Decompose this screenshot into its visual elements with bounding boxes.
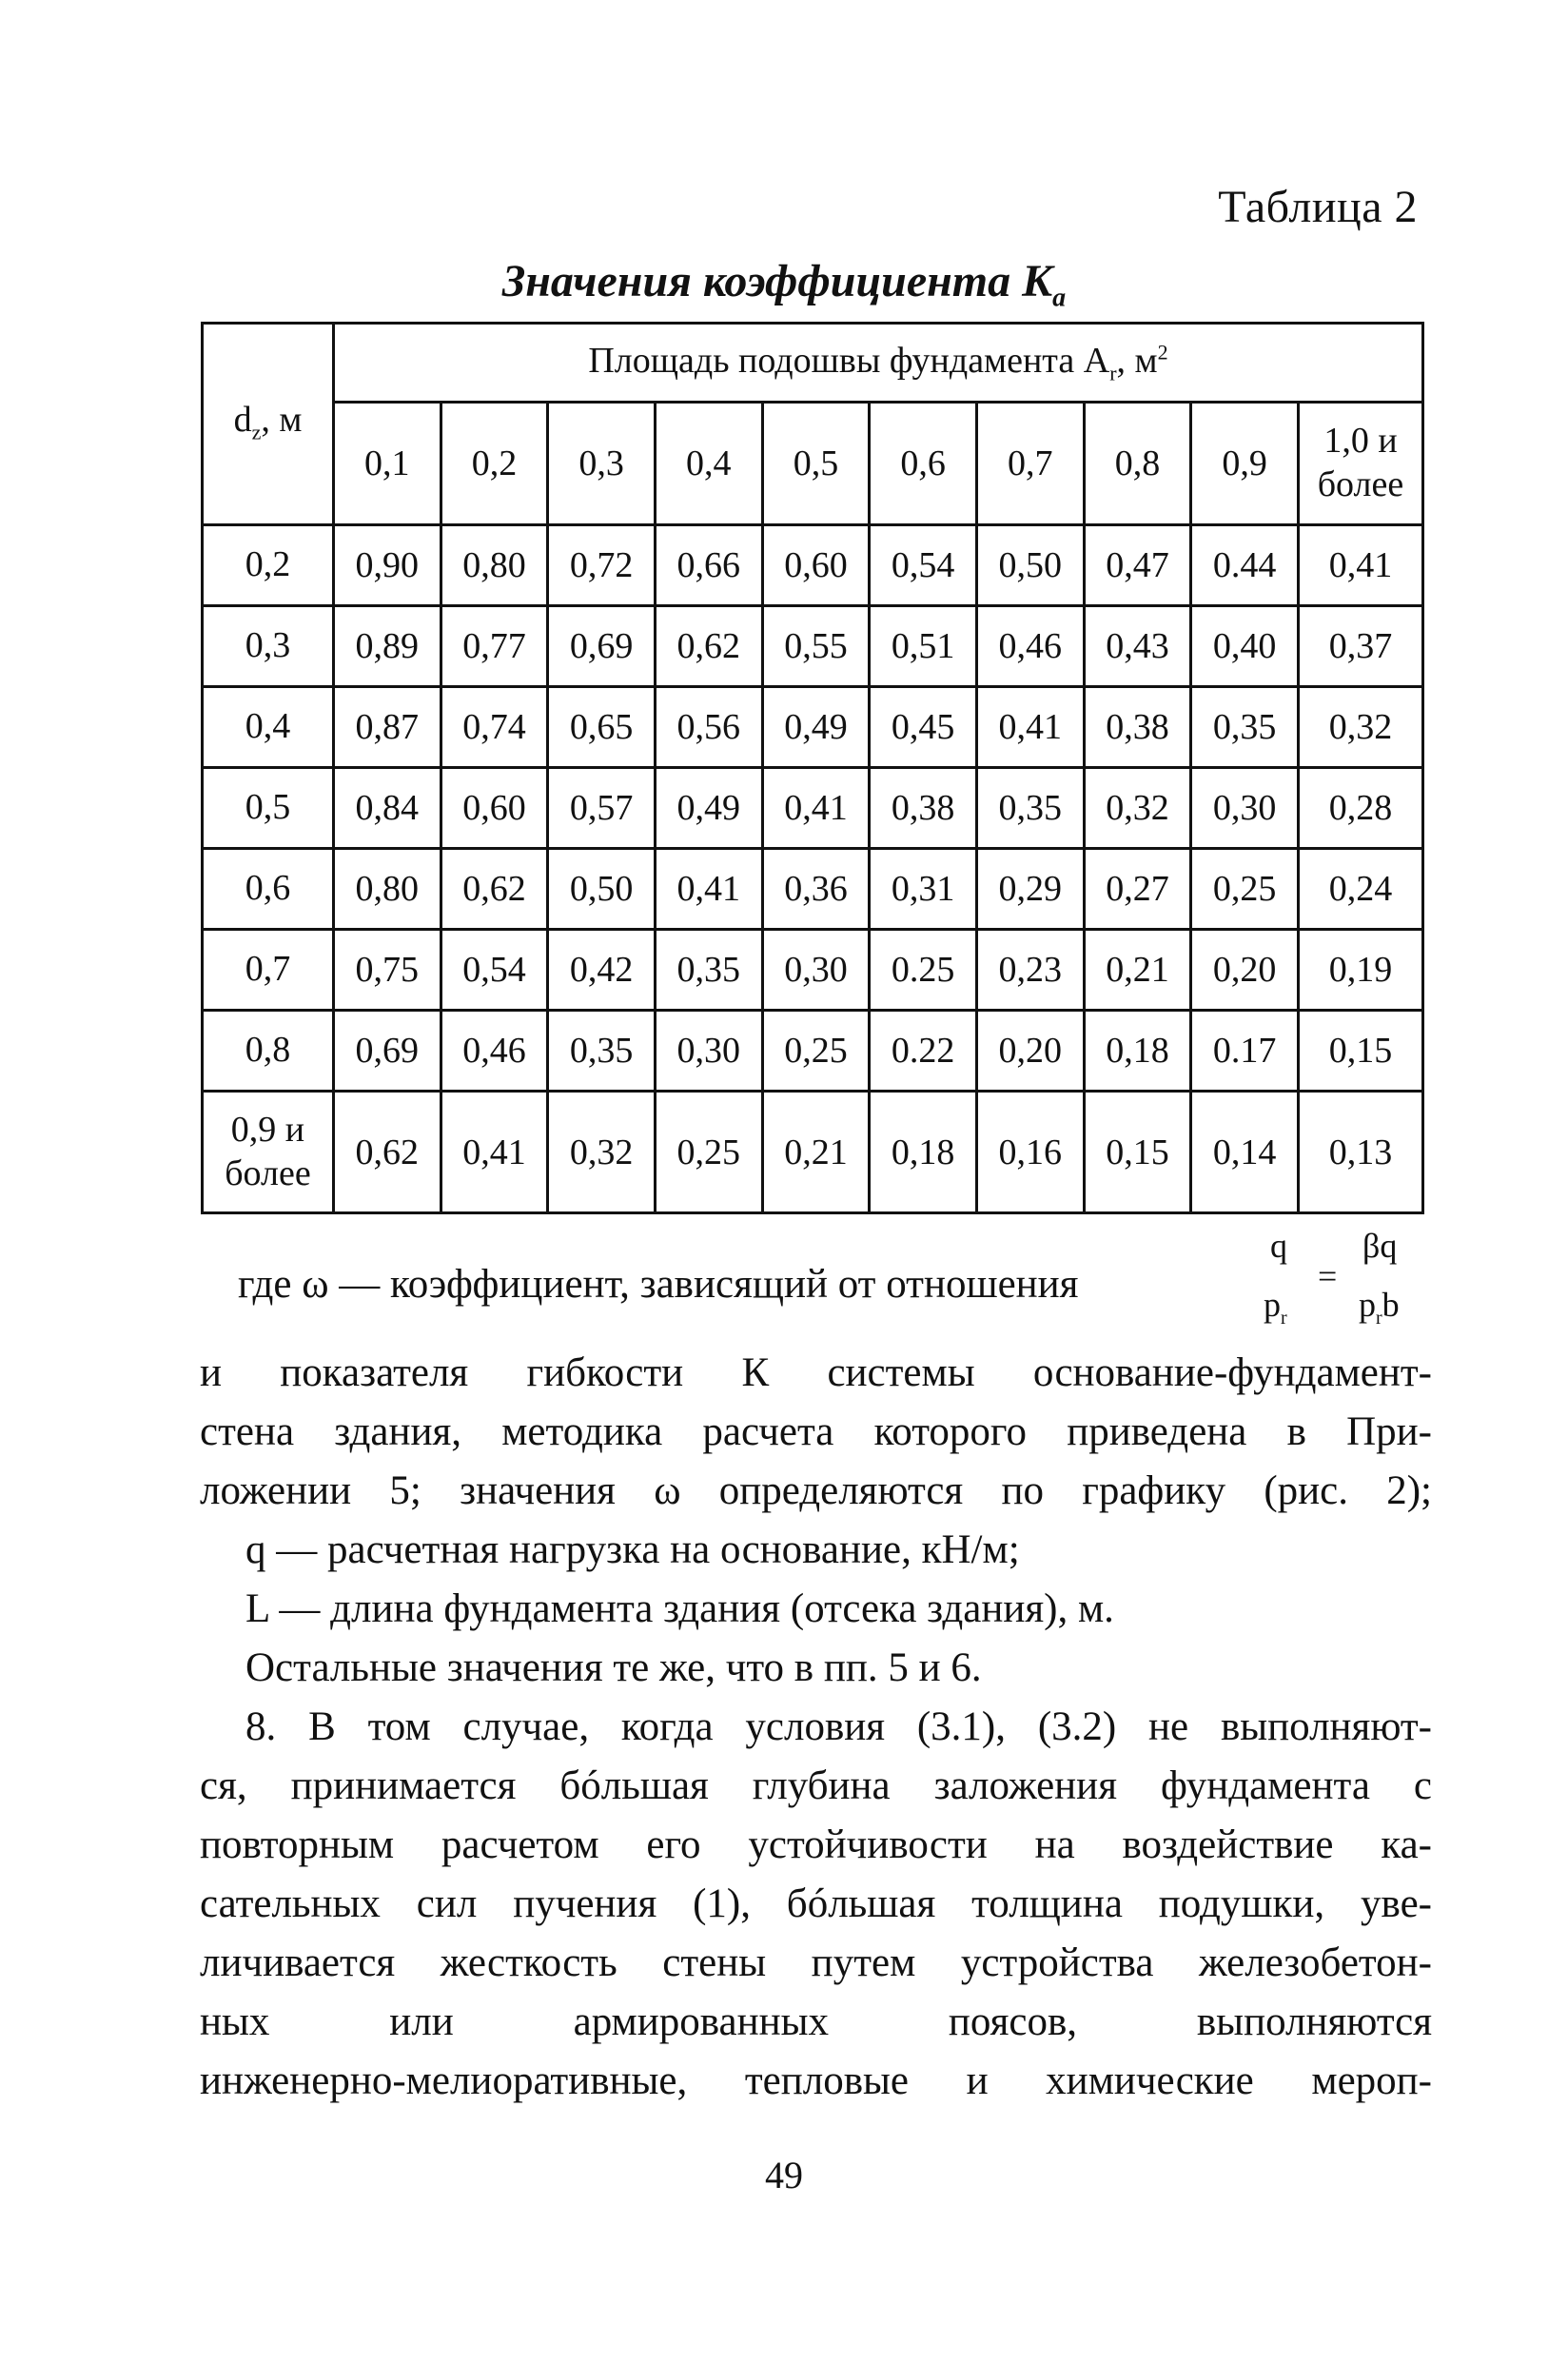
value-cell: 0,75 <box>333 930 441 1011</box>
body-line: инженерно-мелиоративные, тепловые и химические мероп- <box>200 2058 1432 2103</box>
table-row <box>203 1011 1423 1092</box>
value-cell: 0,32 <box>1298 687 1422 768</box>
fraction-left-denominator <box>1264 1285 1287 1329</box>
row-header-subscript: z <box>251 420 262 444</box>
row-header-unit: , м <box>261 400 303 440</box>
value-cell: 0,50 <box>976 525 1084 606</box>
value-cell: 0,21 <box>762 1092 870 1213</box>
value-cell: 0,54 <box>441 930 548 1011</box>
table-row <box>203 1092 1423 1213</box>
table-row <box>203 849 1423 930</box>
coefficient-table <box>201 322 1424 1214</box>
value-cell: 0.44 <box>1191 525 1299 606</box>
value-cell: 0,87 <box>333 687 441 768</box>
group-header-subscript: r <box>1109 361 1117 385</box>
value-cell: 0,60 <box>762 525 870 606</box>
value-cell: 0,55 <box>762 606 870 687</box>
value-cell: 0,27 <box>1084 849 1191 930</box>
table-title-text: Значения коэффициента K <box>501 256 1053 306</box>
fraction-right-den-tail: b <box>1382 1286 1400 1324</box>
row-label-cell: 0,6 <box>203 849 334 930</box>
value-cell: 0,56 <box>655 687 762 768</box>
value-cell: 0,38 <box>1084 687 1191 768</box>
value-cell: 0,69 <box>333 1011 441 1092</box>
row-label-cell: 0,5 <box>203 768 334 849</box>
value-cell: 0,46 <box>976 606 1084 687</box>
value-cell: 0,38 <box>870 768 977 849</box>
body-line: личивается жесткость стены путем устройства железобетон- <box>200 1940 1432 1985</box>
value-cell: 0,15 <box>1298 1011 1422 1092</box>
fraction-right-denominator <box>1359 1285 1400 1329</box>
value-cell: 0,25 <box>1191 849 1299 930</box>
value-cell: 0,84 <box>333 768 441 849</box>
body-line: ных или армированных поясов, выполняются <box>200 1999 1432 2044</box>
table-row <box>203 768 1423 849</box>
group-header-superscript: 2 <box>1157 340 1168 364</box>
group-header-cell <box>333 324 1422 403</box>
column-header: 0,2 <box>441 403 548 525</box>
value-cell: 0,28 <box>1298 768 1422 849</box>
table-body <box>203 525 1423 1213</box>
value-cell: 0,41 <box>1298 525 1422 606</box>
column-header: 0,1 <box>333 403 441 525</box>
value-cell: 0,20 <box>1191 930 1299 1011</box>
body-line: 8. В том случае, когда условия (3.1), (3.2) не выполняют- <box>245 1704 1432 1749</box>
value-cell: 0,35 <box>1191 687 1299 768</box>
value-cell: 0,40 <box>1191 606 1299 687</box>
value-cell: 0,42 <box>548 930 656 1011</box>
value-cell: 0,20 <box>976 1011 1084 1092</box>
value-cell: 0,32 <box>548 1092 656 1213</box>
value-cell: 0,23 <box>976 930 1084 1011</box>
table-row <box>203 525 1423 606</box>
value-cell: 0,30 <box>655 1011 762 1092</box>
value-cell: 0,30 <box>1191 768 1299 849</box>
body-line: Остальные значения те же, что в пп. 5 и 6. <box>245 1645 982 1690</box>
body-line: ся, принимается бóльшая глубина заложения фундамента с <box>200 1763 1432 1808</box>
column-header: 0,6 <box>870 403 977 525</box>
value-cell: 0,74 <box>441 687 548 768</box>
value-cell: 0,41 <box>655 849 762 930</box>
value-cell: 0.17 <box>1191 1011 1299 1092</box>
value-cell: 0,18 <box>870 1092 977 1213</box>
value-cell: 0,60 <box>441 768 548 849</box>
body-line: повторным расчетом его устойчивости на воздействие ка- <box>200 1822 1432 1867</box>
column-header: 0,8 <box>1084 403 1191 525</box>
row-label-cell: 0,9 и более <box>203 1092 334 1213</box>
value-cell: 0,41 <box>976 687 1084 768</box>
value-cell: 0.25 <box>870 930 977 1011</box>
value-cell: 0,15 <box>1084 1092 1191 1213</box>
fraction-right-den-subscript: r <box>1376 1308 1382 1329</box>
value-cell: 0,69 <box>548 606 656 687</box>
fraction-right-numerator: βq <box>1362 1227 1398 1265</box>
row-header-cell <box>203 324 334 525</box>
fraction-left-numerator: q <box>1270 1227 1287 1265</box>
value-cell: 0,25 <box>655 1092 762 1213</box>
value-cell: 0,41 <box>441 1092 548 1213</box>
body-line: L — длина фундамента здания (отсека здания), м. <box>245 1586 1114 1631</box>
value-cell: 0,62 <box>333 1092 441 1213</box>
value-cell: 0.22 <box>870 1011 977 1092</box>
value-cell: 0,16 <box>976 1092 1084 1213</box>
value-cell: 0,57 <box>548 768 656 849</box>
value-cell: 0,49 <box>655 768 762 849</box>
value-cell: 0,25 <box>762 1011 870 1092</box>
table-row <box>203 687 1423 768</box>
row-label-cell: 0,7 <box>203 930 334 1011</box>
value-cell: 0,32 <box>1084 768 1191 849</box>
value-cell: 0,51 <box>870 606 977 687</box>
fraction-right-den-symbol: p <box>1359 1286 1376 1324</box>
value-cell: 0,30 <box>762 930 870 1011</box>
value-cell: 0,80 <box>333 849 441 930</box>
row-label-cell: 0,2 <box>203 525 334 606</box>
value-cell: 0,72 <box>548 525 656 606</box>
value-cell: 0,66 <box>655 525 762 606</box>
where-text: где ω — коэффициент, зависящий от отношения <box>238 1262 1079 1307</box>
table-row <box>203 606 1423 687</box>
fraction-left-den-subscript: r <box>1281 1308 1287 1329</box>
value-cell: 0,13 <box>1298 1092 1422 1213</box>
body-line: стена здания, методика расчета которого приведена в При- <box>200 1409 1432 1454</box>
table-label: Таблица 2 <box>1218 182 1418 232</box>
value-cell: 0,19 <box>1298 930 1422 1011</box>
column-header-row <box>203 403 1423 525</box>
column-header: 1,0 и более <box>1298 403 1422 525</box>
value-cell: 0,46 <box>441 1011 548 1092</box>
value-cell: 0,24 <box>1298 849 1422 930</box>
table-row <box>203 930 1423 1011</box>
table-title <box>0 255 1568 314</box>
value-cell: 0,50 <box>548 849 656 930</box>
value-cell: 0,49 <box>762 687 870 768</box>
column-header: 0,5 <box>762 403 870 525</box>
body-line: q — расчетная нагрузка на основание, кН/м; <box>245 1527 1020 1572</box>
group-header-unit: , м <box>1116 340 1158 381</box>
fraction-equals: = <box>1318 1257 1338 1295</box>
row-label-cell: 0,4 <box>203 687 334 768</box>
value-cell: 0,37 <box>1298 606 1422 687</box>
value-cell: 0,47 <box>1084 525 1191 606</box>
value-cell: 0,35 <box>548 1011 656 1092</box>
body-line: ложении 5; значения ω определяются по графику (рис. 2); <box>200 1468 1432 1513</box>
column-header: 0,7 <box>976 403 1084 525</box>
value-cell: 0,54 <box>870 525 977 606</box>
value-cell: 0,31 <box>870 849 977 930</box>
row-label-cell: 0,8 <box>203 1011 334 1092</box>
column-header: 0,9 <box>1191 403 1299 525</box>
value-cell: 0,29 <box>976 849 1084 930</box>
value-cell: 0,45 <box>870 687 977 768</box>
value-cell: 0,77 <box>441 606 548 687</box>
value-cell: 0,36 <box>762 849 870 930</box>
value-cell: 0,90 <box>333 525 441 606</box>
value-cell: 0,43 <box>1084 606 1191 687</box>
row-label-cell: 0,3 <box>203 606 334 687</box>
table-header-row <box>203 324 1423 403</box>
value-cell: 0,35 <box>976 768 1084 849</box>
value-cell: 0,21 <box>1084 930 1191 1011</box>
value-cell: 0,18 <box>1084 1011 1191 1092</box>
value-cell: 0,80 <box>441 525 548 606</box>
group-header-text: Площадь подошвы фундамента A <box>588 340 1110 381</box>
value-cell: 0,62 <box>655 606 762 687</box>
page-number: 49 <box>765 2154 803 2196</box>
value-cell: 0,89 <box>333 606 441 687</box>
column-header: 0,3 <box>548 403 656 525</box>
value-cell: 0,62 <box>441 849 548 930</box>
column-header: 0,4 <box>655 403 762 525</box>
fraction-left-den-symbol: p <box>1264 1286 1281 1324</box>
row-header-symbol: d <box>233 400 252 440</box>
body-line: и показателя гибкости К системы основание-фундамент- <box>200 1350 1432 1395</box>
value-cell: 0,41 <box>762 768 870 849</box>
value-cell: 0,14 <box>1191 1092 1299 1213</box>
body-line: сательных сил пучения (1), бóльшая толщина подушки, уве- <box>200 1881 1432 1926</box>
table-title-subscript: a <box>1052 283 1067 313</box>
value-cell: 0,65 <box>548 687 656 768</box>
value-cell: 0,35 <box>655 930 762 1011</box>
